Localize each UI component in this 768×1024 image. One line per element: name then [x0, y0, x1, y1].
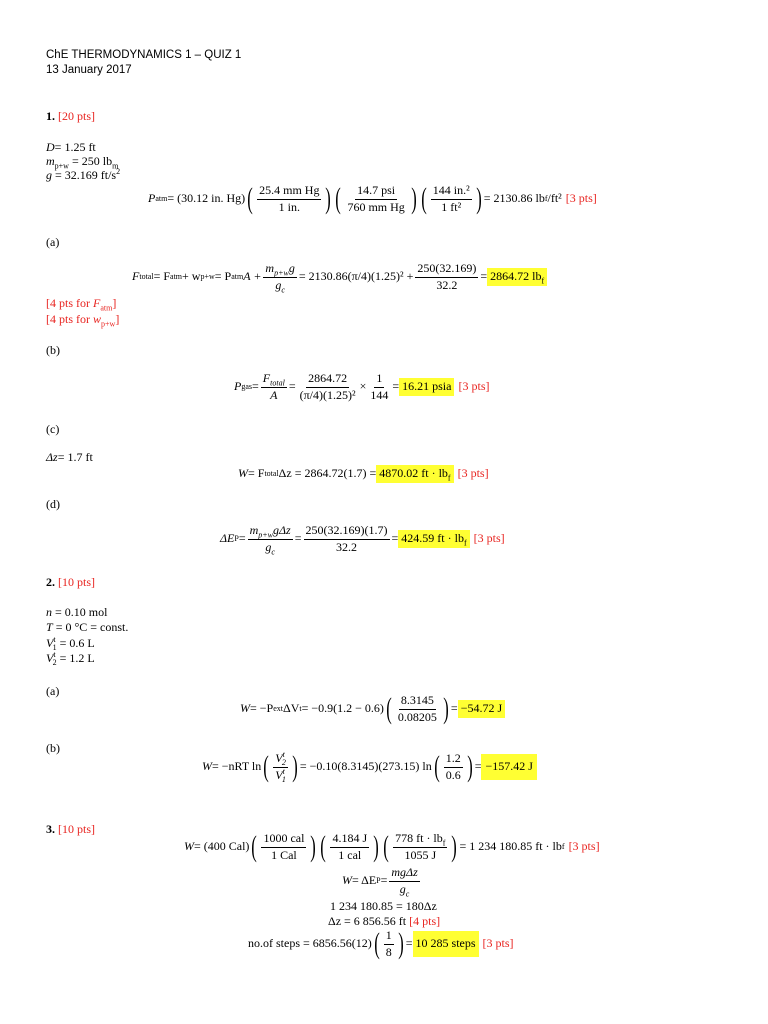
highlighted-answer: −157.42 J: [481, 754, 536, 780]
highlighted-answer: 16.21 psia: [399, 378, 454, 396]
fraction: $\frac{1}{144}$: [370, 371, 389, 402]
points-label: [3 pts]: [482, 936, 514, 951]
points-fatm: [4 pts for $F_{atm}$]: [46, 296, 117, 313]
fraction: $\frac{m_{p+w}g}{g_c}$: [265, 261, 295, 295]
problem-2-heading: 2. [10 pts]: [46, 575, 95, 589]
part-label-b: (b): [46, 343, 60, 357]
fraction: $\frac{250(32.169)(1.7)}{32.2}$: [305, 523, 388, 554]
equation-ftotal: F total = F atm + w p+w = P atm A + $\frac{m_{p+w}g}{g_c}$ = 2130.86(π/4)(1.25)² + $\frac{250(32.169)}{32.2}$ = 2864.72 $lb_f$: [132, 262, 547, 293]
given-temperature: T = 0 °C = const.: [46, 620, 129, 634]
given-dz: Δz= 1.7 ft: [46, 450, 93, 464]
highlighted-answer: 424.59 ft · $lb_f$: [398, 530, 469, 548]
fraction: $\frac{V^t_2}{V^t_1}$: [275, 750, 286, 785]
part-label-2a: (a): [46, 684, 60, 698]
document-date: 13 January 2017: [46, 64, 132, 76]
equation-line-3: 1 234 180.85 = 180Δz: [330, 899, 437, 913]
equation-potential-energy: ΔE P = $\frac{m_{p+w}g\Delta z}{g_c}$ = $\frac{250(32.169)(1.7)}{32.2}$ = 424.59 ft · $lb_f$ [3 pts]: [220, 523, 505, 557]
fraction: $\frac{\text{mgΔz}}{g_c}$: [391, 865, 418, 899]
fraction: $\frac{\text{25.4 mm Hg}}{1 in.}$: [259, 183, 320, 214]
given-diameter: D= 1.25 ft: [46, 140, 96, 154]
given-gravity: g = 32.169 $ft/s^2$: [46, 167, 121, 182]
fraction: $\frac{250(32.169)}{32.2}$: [417, 261, 477, 292]
equation-patm: P atm = (30.12 in. Hg) ( $\frac{\text{25.4 mm Hg}}{1 in.}$ ) ( $\frac{\text{14.7 psi}}{\text{760 mm Hg}}$ ) ( $\frac{\text{144 in.²}}{\text{1 ft²}}$ ) = 2130.86 lb f /ft² [3 pts]: [148, 182, 597, 216]
highlighted-answer: −54.72 J: [458, 700, 505, 718]
fraction: $\frac{4.184 J}{\text{1 cal}}$: [332, 831, 368, 862]
highlighted-answer: 2864.72 $lb_f$: [487, 268, 547, 286]
fraction: $\frac{\text{1000 cal}}{\text{1 Cal}}$: [263, 831, 305, 862]
fraction: $\frac{1.2}{0.6}$: [445, 751, 461, 782]
fraction: $\frac{\text{14.7 psi}}{\text{760 mm Hg}}$: [347, 183, 405, 214]
points-label: [3 pts]: [458, 379, 490, 394]
points-label: [3 pts]: [473, 531, 505, 546]
part-label-c: (c): [46, 422, 60, 436]
equation-ep-3: W = ΔE P = $\frac{\text{mgΔz}}{g_c}$: [342, 865, 418, 899]
highlighted-answer: 4870.02 ft · $lb_f$: [376, 465, 453, 483]
fraction: $\frac{m_{p+w}g\Delta z}{g_c}$: [249, 523, 291, 557]
given-v1: $V^t_1 = 0.6$ L: [46, 635, 95, 653]
given-mass: $m_{p+w} = 250$ $lb_m$: [46, 154, 119, 171]
document-title: ChE THERMODYNAMICS 1 – QUIZ 1: [46, 49, 242, 61]
highlighted-answer: 10 285 steps: [413, 931, 479, 957]
fraction: $\frac{778 ft \cdot lb_f}{1055 J}$: [395, 831, 446, 862]
given-moles: n = 0.10 mol: [46, 605, 108, 619]
problem-1-heading: [46, 110, 95, 124]
equation-steps: no.of steps = 6856.56(12) ( $\frac{1}{8}$ ) = 10 285 steps [3 pts]: [248, 927, 514, 961]
part-label-2b: (b): [46, 741, 60, 755]
part-label-d: (d): [46, 497, 60, 511]
equation-pgas: P gas = $\frac{F_{total}}{A}$ = $\frac{2864.72}{\text{(π/4)(1.25)²}}$ × $\frac{1}{144}$ = 16.21 psia [3 pts]: [234, 371, 490, 402]
problem-points: [20 pts]: [58, 109, 95, 123]
equation-work: W = F total Δz = 2864.72(1.7) = 4870.02 ft · $lb_f$ [3 pts]: [238, 466, 489, 483]
fraction: $\frac{2864.72}{\text{(π/4)(1.25)²}}$: [299, 371, 356, 402]
equation-work-2a: W = −P ext ΔV t = −0.9(1.2 − 0.6) ( $\frac{8.3145}{0.08205}$ ) = −54.72 J: [240, 694, 505, 725]
problem-3-heading: 3. [10 pts]: [46, 822, 95, 836]
points-label: [3 pts]: [457, 466, 489, 480]
points-label: [3 pts]: [568, 839, 600, 854]
fraction: $\frac{8.3145}{0.08205}$: [397, 693, 437, 724]
points-wpw: [4 pts for $w_{p+w}$]: [46, 312, 120, 329]
equation-work-3: W = (400 Cal) ( $\frac{\text{1000 cal}}{\text{1 Cal}}$ ) ( $\frac{4.184 J}{\text{1 cal}}$ ) ( $\frac{778 ft \cdot lb_f}{1055 J}$ ) = 1 234 180.85 ft · lb f [3 pts]: [184, 830, 600, 864]
equation-work-2b: W = −nRT ln ( $\frac{V^t_2}{V^t_1}$ ) = −0.10(8.3145)(273.15) ln ( $\frac{1.2}{0.6}$ ) = −157.42 J: [202, 752, 537, 783]
fraction: $\frac{1}{8}$: [385, 928, 392, 959]
points-label: [3 pts]: [565, 191, 597, 206]
fraction: $\frac{\text{144 in.²}}{\text{1 ft²}}$: [432, 183, 470, 214]
given-v2: $V^t_2 = 1.2$ L: [46, 650, 95, 668]
equation-line-4: Δz = 6 856.56 ft [4 pts]: [328, 914, 441, 928]
problem-number: 1.: [46, 109, 55, 123]
part-label-a: (a): [46, 235, 60, 249]
fraction: $\frac{F_{total}}{A}$: [262, 371, 285, 402]
